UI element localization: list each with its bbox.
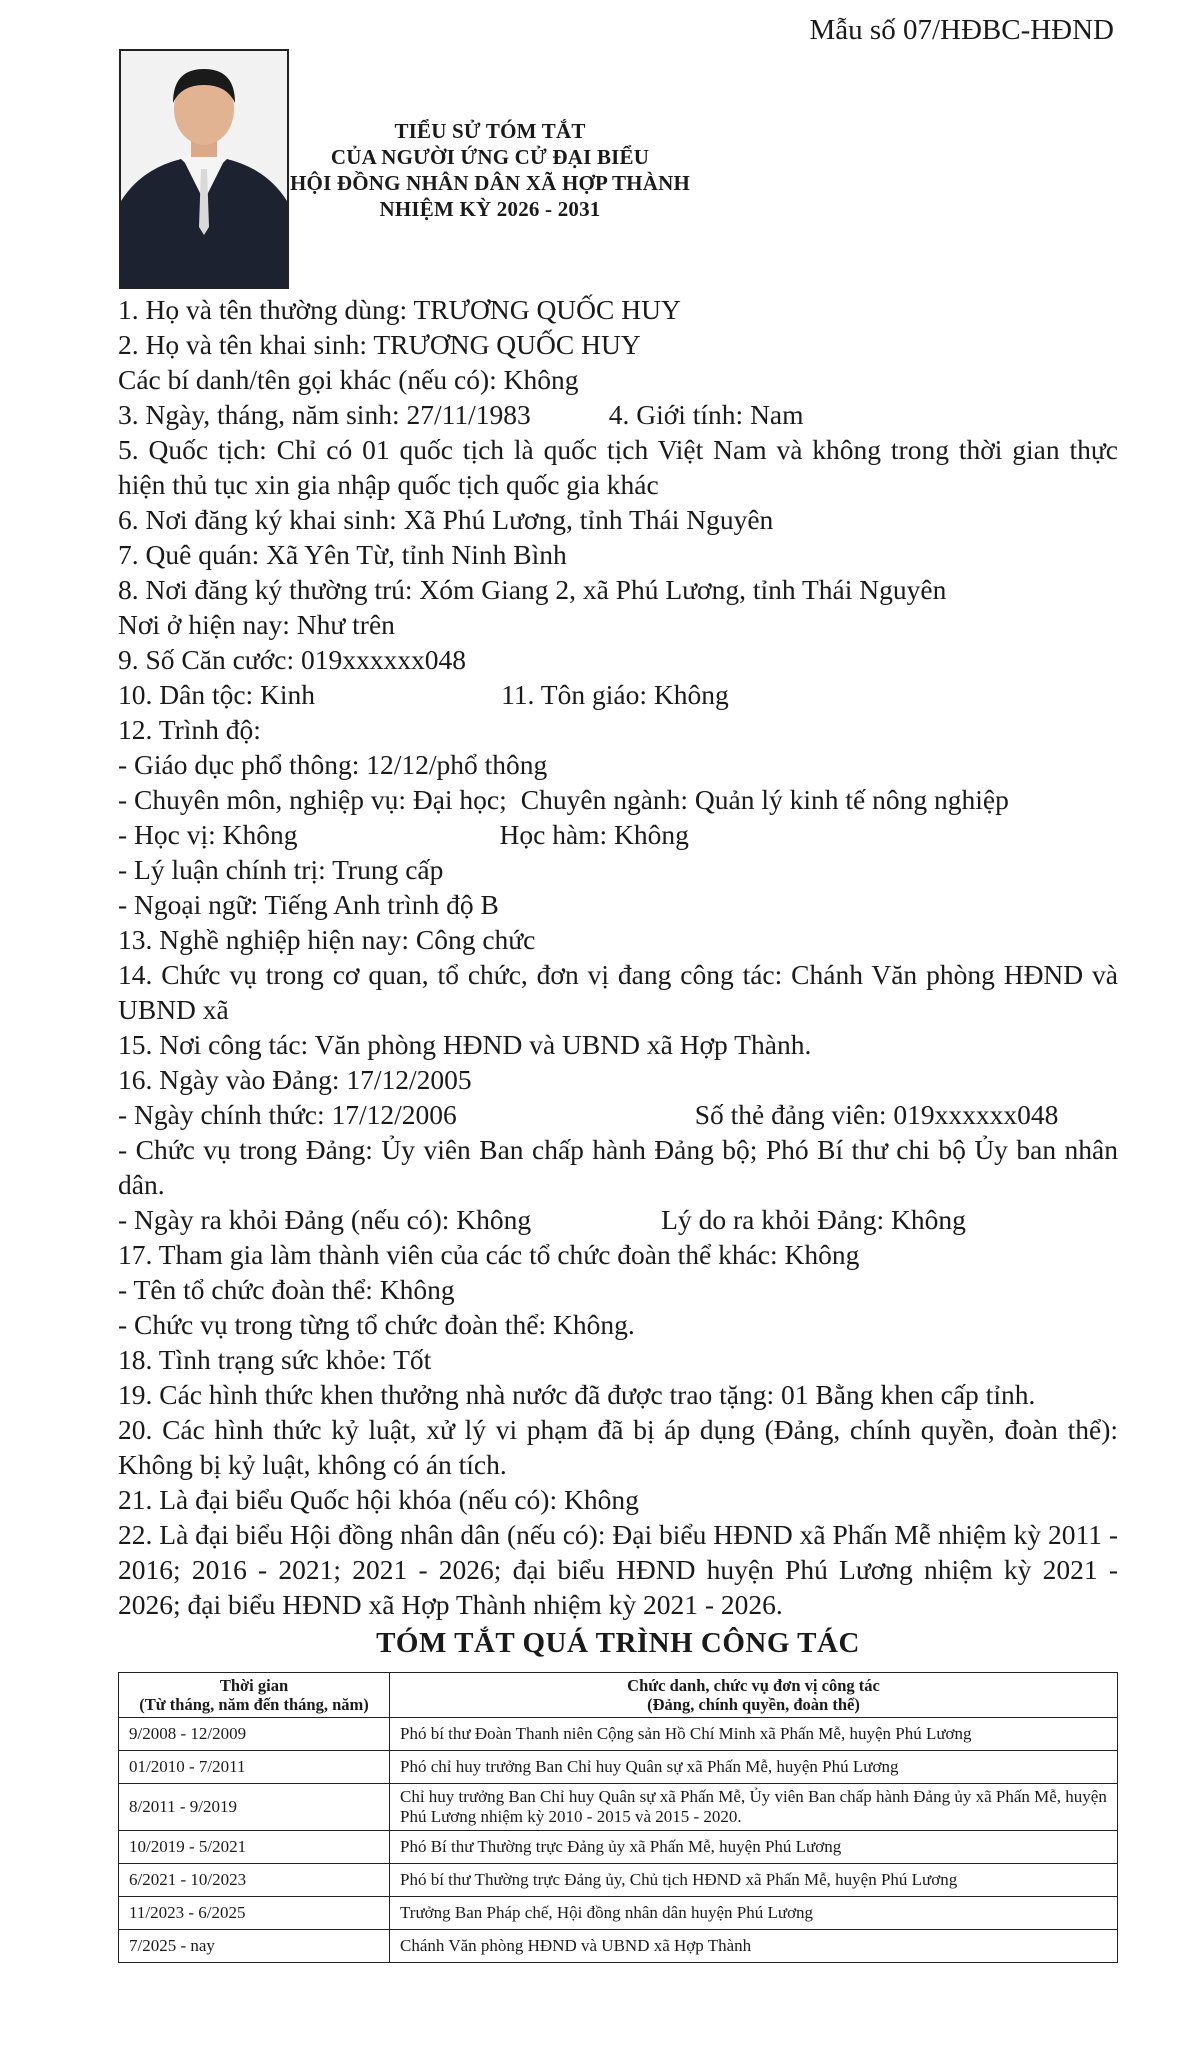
column-header-position [390, 1673, 1118, 1718]
item-organization-name: - Tên tổ chức đoàn thể: Không [118, 1274, 455, 1305]
header-title: TIỂU SỬ TÓM TẮT [394, 119, 586, 143]
item-education-heading: 12. Trình độ: [118, 714, 261, 745]
column-header-position-text: Chức danh, chức vụ đơn vị công tác (Đảng, chính quyền, đoàn thể) [627, 1676, 880, 1714]
item-academic-title: Học hàm: Không [499, 819, 689, 850]
item-birthdate-row [118, 397, 1118, 432]
item-aliases: Các bí danh/tên gọi khác (nếu có): Không [118, 364, 579, 395]
item-common-name: 1. Họ và tên thường dùng: TRƯƠNG QUỐC HUY [118, 294, 681, 325]
item-workplace: 15. Nơi công tác: Văn phòng HĐND và UBND xã Hợp Thành. [118, 1029, 812, 1060]
item-current-residence: Nơi ở hiện nay: Như trên [118, 609, 395, 640]
work-history-title: TÓM TẮT QUÁ TRÌNH CÔNG TÁC [376, 1627, 860, 1659]
row-position: Phó bí thư Đoàn Thanh niên Cộng sản Hồ Chí Minh xã Phấn Mễ, huyện Phú Lương [390, 1718, 1118, 1751]
work-history-table [118, 1672, 1118, 1963]
item-discipline: 20. Các hình thức kỷ luật, xử lý vi phạm đã bị áp dụng (Đảng, chính quyền, đoàn thể): Không bị kỷ luật, không có án tích. [118, 1414, 1118, 1480]
item-health: 18. Tình trạng sức khỏe: Tốt [118, 1344, 432, 1375]
table-row [119, 1784, 1118, 1831]
table-row [119, 1718, 1118, 1751]
item-party-join-date: 16. Ngày vào Đảng: 17/12/2005 [118, 1064, 472, 1095]
biography-body [118, 292, 1118, 1622]
item-nationality: 5. Quốc tịch: Chỉ có 01 quốc tịch là quốc tịch Việt Nam và không trong thời gian thực hiện thủ tục xin gia nhập quốc tịch quốc gia khác [118, 434, 1118, 500]
item-national-assembly: 21. Là đại biểu Quốc hội khóa (nếu có): Không [118, 1484, 639, 1515]
item-organization-role: - Chức vụ trong từng tổ chức đoàn thể: Không. [118, 1309, 635, 1340]
item-religion: 11. Tôn giáo: Không [501, 679, 729, 710]
column-header-time-text: Thời gian (Từ tháng, năm đến tháng, năm) [139, 1676, 369, 1714]
table-row [119, 1751, 1118, 1784]
header-council: HỘI ĐỒNG NHÂN DÂN XÃ HỢP THÀNH [290, 171, 690, 195]
item-major: Chuyên ngành: Quản lý kinh tế nông nghiệp [520, 784, 1009, 815]
item-ethnicity-row [118, 677, 1118, 712]
row-time: 8/2011 - 9/2019 [119, 1784, 390, 1831]
row-time: 9/2008 - 12/2009 [119, 1718, 390, 1751]
item-hometown: 7. Quê quán: Xã Yên Từ, tỉnh Ninh Bình [118, 539, 567, 570]
document-header [270, 118, 710, 222]
item-organizations: 17. Tham gia làm thành viên của các tổ chức đoàn thể khác: Không [118, 1239, 860, 1270]
item-occupation: 13. Nghề nghiệp hiện nay: Công chức [118, 924, 536, 955]
item-id-number: 9. Số Căn cước: 019xxxxxx048 [118, 644, 466, 675]
row-time: 01/2010 - 7/2011 [119, 1751, 390, 1784]
row-position: Phó bí thư Thường trực Đảng ủy, Chủ tịch HĐND xã Phấn Mễ, huyện Phú Lương [390, 1864, 1118, 1897]
item-party-position: - Chức vụ trong Đảng: Ủy viên Ban chấp hành Đảng bộ; Phó Bí thư chi bộ Ủy ban nhân dân. [118, 1134, 1118, 1200]
row-position: Chỉ huy trưởng Ban Chỉ huy Quân sự xã Phấn Mễ, Ủy viên Ban chấp hành Đảng ủy xã Phấn Mễ, huyện Phú Lương nhiệm kỳ 2010 - 2015 và 2015 - 2020. [390, 1784, 1118, 1831]
item-professional: - Chuyên môn, nghiệp vụ: Đại học; [118, 784, 507, 815]
item-political-theory: - Lý luận chính trị: Trung cấp [118, 854, 444, 885]
item-professional-row [118, 782, 1118, 817]
item-birth-name: 2. Họ và tên khai sinh: TRƯƠNG QUỐC HUY [118, 329, 641, 360]
form-number: Mẫu số 07/HĐBC-HĐND [809, 14, 1114, 46]
row-position: Phó Bí thư Thường trực Đảng ủy xã Phấn Mễ, huyện Phú Lương [390, 1831, 1118, 1864]
row-position: Trưởng Ban Pháp chế, Hội đồng nhân dân huyện Phú Lương [390, 1897, 1118, 1930]
item-official-date: - Ngày chính thức: 17/12/2006 [118, 1099, 457, 1130]
item-party-leave-reason: Lý do ra khỏi Đảng: Không [661, 1204, 966, 1235]
item-birth-registration: 6. Nơi đăng ký khai sinh: Xã Phú Lương, tỉnh Thái Nguyên [118, 504, 774, 535]
item-foreign-language: - Ngoại ngữ: Tiếng Anh trình độ B [118, 889, 499, 920]
item-gender: 4. Giới tính: Nam [608, 399, 804, 430]
table-row [119, 1864, 1118, 1897]
row-time: 11/2023 - 6/2025 [119, 1897, 390, 1930]
table-row [119, 1930, 1118, 1963]
item-official-date-row [118, 1097, 1118, 1132]
item-position: 14. Chức vụ trong cơ quan, tổ chức, đơn vị đang công tác: Chánh Văn phòng HĐND và UBND xã [118, 959, 1118, 1025]
item-ethnicity: 10. Dân tộc: Kinh [118, 679, 316, 710]
row-time: 6/2021 - 10/2023 [119, 1864, 390, 1897]
item-party-card: Số thẻ đảng viên: 019xxxxxx048 [694, 1099, 1059, 1130]
header-subtitle: CỦA NGƯỜI ỨNG CỬ ĐẠI BIỂU [330, 145, 650, 169]
item-party-leave: - Ngày ra khỏi Đảng (nếu có): Không [118, 1204, 532, 1235]
item-degree: - Học vị: Không [118, 819, 298, 850]
item-council-member: 22. Là đại biểu Hội đồng nhân dân (nếu có): Đại biểu HĐND xã Phấn Mễ nhiệm kỳ 2011 - 2016; 2016 - 2021; 2021 - 2026; đại biểu HĐND huyện Phú Lương nhiệm kỳ 2021 - 2026; đại biểu HĐND xã Hợp Thành nhiệm kỳ 2021 - 2026. [118, 1519, 1118, 1620]
table-row [119, 1897, 1118, 1930]
table-header-row [119, 1673, 1118, 1718]
row-position: Chánh Văn phòng HĐND và UBND xã Hợp Thành [390, 1930, 1118, 1963]
portrait-photo [119, 49, 289, 289]
item-birthdate: 3. Ngày, tháng, năm sinh: 27/11/1983 [118, 399, 531, 430]
item-general-education: - Giáo dục phổ thông: 12/12/phổ thông [118, 749, 548, 780]
item-degree-row [118, 817, 1118, 852]
item-permanent-residence: 8. Nơi đăng ký thường trú: Xóm Giang 2, xã Phú Lương, tỉnh Thái Nguyên [118, 574, 947, 605]
row-time: 10/2019 - 5/2021 [119, 1831, 390, 1864]
row-time: 7/2025 - nay [119, 1930, 390, 1963]
item-party-leave-row [118, 1202, 1118, 1237]
header-term: NHIỆM KỲ 2026 - 2031 [379, 197, 601, 221]
row-position: Phó chỉ huy trưởng Ban Chỉ huy Quân sự xã Phấn Mễ, huyện Phú Lương [390, 1751, 1118, 1784]
column-header-time [119, 1673, 390, 1718]
item-awards: 19. Các hình thức khen thưởng nhà nước đã được trao tặng: 01 Bằng khen cấp tỉnh. [118, 1379, 1036, 1410]
table-row [119, 1831, 1118, 1864]
